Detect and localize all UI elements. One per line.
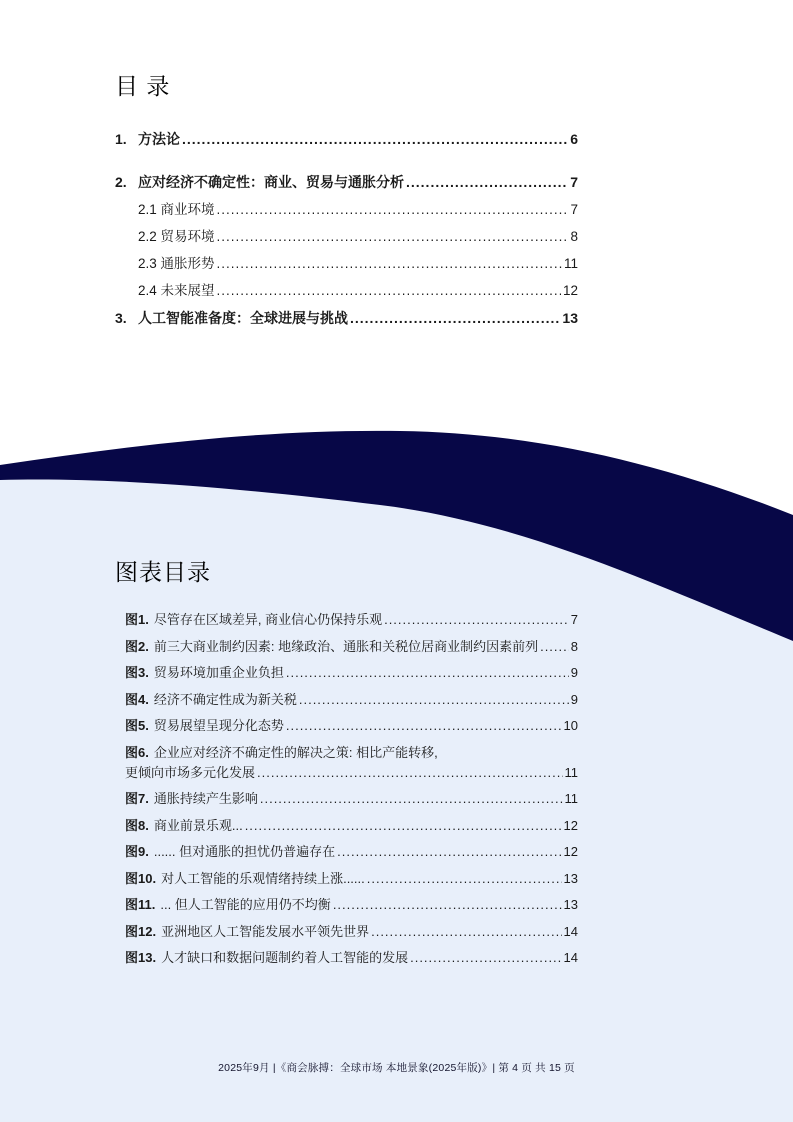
figure-number: 图11.	[125, 897, 156, 912]
figure-entry-5[interactable]	[125, 716, 578, 736]
dot-leader	[257, 763, 562, 783]
figure-number: 图1.	[125, 612, 149, 627]
figure-label: 贸易环境加重企业负担	[153, 665, 284, 680]
toc-entry-page: 6	[570, 131, 578, 147]
figure-page: 13	[563, 870, 578, 886]
dot-leader	[286, 663, 569, 683]
toc-entry-page: 13	[562, 310, 578, 326]
figure-label: ... 但人工智能的应用仍不均衡	[160, 897, 331, 912]
figure-label: 通胀持续产生影响	[153, 791, 258, 806]
toc-entry-label: 2.4 未来展望	[138, 283, 215, 298]
toc-entry-number: 3.	[115, 310, 127, 326]
figure-page: 14	[563, 950, 578, 965]
figure-entry-6[interactable]	[125, 743, 578, 783]
toc-entry-page: 11	[563, 256, 578, 271]
dot-leader	[540, 637, 569, 657]
figure-label: 商业前景乐观...	[153, 817, 243, 833]
dot-leader	[217, 201, 569, 219]
toc-entry-economic-uncertainty[interactable]	[115, 173, 578, 191]
dot-leader	[286, 716, 562, 736]
toc-entry-methodology[interactable]	[115, 130, 578, 148]
dot-leader	[245, 816, 562, 836]
figure-entry-6-line-2	[125, 763, 578, 783]
toc-entry-label: 方法论	[138, 131, 180, 147]
figure-number: 图3.	[125, 665, 149, 680]
figure-page: 9	[570, 691, 578, 707]
figure-label: 前三大商业制约因素: 地缘政治、通胀和关税位居商业制约因素前列	[153, 638, 539, 654]
toc-entry-page: 8	[570, 229, 578, 244]
figure-number: 图4.	[125, 691, 149, 707]
figure-label: 亚洲地区人工智能发展水平领先世界	[161, 923, 370, 939]
figure-label: 经济不确定性成为新关税	[153, 691, 297, 707]
toc-entry-label: 应对经济不确定性：商业、贸易与通胀分析	[138, 174, 404, 190]
toc-entry-label: 2.2 贸易环境	[138, 229, 215, 244]
toc-entry-page: 12	[562, 283, 578, 298]
figure-label: ...... 但对通胀的担忧仍普遍存在	[153, 844, 336, 859]
figure-page: 13	[563, 897, 578, 912]
toc-entry-label: 2.1 商业环境	[138, 202, 215, 217]
toc-list	[115, 130, 578, 327]
figure-label: 尽管存在区域差异, 商业信心仍保持乐观	[153, 612, 383, 627]
figure-number: 图8.	[125, 817, 149, 833]
figure-entry-10[interactable]	[125, 869, 578, 889]
page-footer: 2025年9月 |《商会脉搏：全球市场 本地景象(2025年版)》| 第 4 页 共 15 页	[218, 1062, 575, 1074]
figure-number: 图7.	[125, 791, 149, 806]
dot-leader	[260, 789, 563, 809]
figure-page: 14	[563, 923, 578, 939]
dot-leader	[333, 895, 562, 915]
figure-entry-4[interactable]	[125, 690, 578, 710]
dot-leader	[371, 922, 561, 942]
toc-entry-trade-environment[interactable]	[115, 228, 578, 246]
figure-entry-12[interactable]	[125, 922, 578, 942]
figure-entry-1[interactable]	[125, 610, 578, 630]
dot-leader	[350, 309, 560, 327]
toc-entry-inflation-situation[interactable]	[115, 255, 578, 273]
figure-label: 企业应对经济不确定性的解决之策: 相比产能转移,	[153, 744, 438, 760]
figure-page: 7	[570, 612, 578, 627]
dot-leader	[217, 282, 561, 300]
dot-leader	[182, 130, 568, 148]
figure-label: 贸易展望呈现分化态势	[153, 718, 284, 733]
figure-page: 12	[563, 844, 578, 859]
dot-leader	[217, 228, 569, 246]
toc-entry-ai-readiness[interactable]	[115, 309, 578, 327]
figure-entry-2[interactable]	[125, 637, 578, 657]
toc-entry-business-environment[interactable]	[115, 201, 578, 219]
figure-entry-8[interactable]	[125, 816, 578, 836]
toc-entry-label: 人工智能准备度：全球进展与挑战	[138, 310, 348, 326]
toc-entry-page: 7	[570, 174, 578, 190]
figure-entry-9[interactable]	[125, 842, 578, 862]
toc-title: 目 录	[115, 73, 171, 99]
figure-page: 8	[570, 638, 578, 654]
figure-entry-3[interactable]	[125, 663, 578, 683]
figure-label-continued: 更倾向市场多元化发展	[125, 764, 256, 780]
figure-number: 图5.	[125, 718, 149, 733]
figures-list	[115, 610, 578, 968]
dot-leader	[367, 869, 562, 889]
figure-number: 图6.	[125, 744, 149, 760]
dot-leader	[406, 173, 568, 191]
figure-label: 人才缺口和数据问题制约着人工智能的发展	[161, 950, 409, 965]
figure-entry-7[interactable]	[125, 789, 578, 809]
figure-entry-6-line-1	[125, 743, 578, 763]
figures-title: 图表目录	[115, 559, 211, 585]
toc-entry-label: 2.3 通胀形势	[138, 256, 215, 271]
dot-leader	[217, 255, 562, 273]
figure-number: 图12.	[125, 923, 157, 939]
dot-leader	[384, 610, 569, 630]
toc-section	[115, 72, 578, 327]
figure-number: 图10.	[125, 870, 157, 886]
toc-entry-number: 2.	[115, 174, 127, 190]
dot-leader	[410, 948, 561, 968]
figure-entry-11[interactable]	[125, 895, 578, 915]
figure-page: 11	[564, 764, 578, 780]
figure-label: 对人工智能的乐观情绪持续上涨......	[161, 870, 365, 886]
figure-entry-13[interactable]	[125, 948, 578, 968]
toc-entry-number: 1.	[115, 131, 127, 147]
figure-number: 图9.	[125, 844, 149, 859]
figure-number: 图2.	[125, 638, 149, 654]
figures-section	[115, 558, 578, 975]
figure-number: 图13.	[125, 950, 157, 965]
dot-leader	[299, 690, 569, 710]
dot-leader	[337, 842, 561, 862]
figure-page: 10	[563, 718, 578, 733]
figure-page: 12	[563, 817, 578, 833]
figure-page: 11	[564, 791, 578, 806]
toc-entry-page: 7	[570, 202, 578, 217]
toc-entry-future-outlook[interactable]	[115, 282, 578, 300]
figure-page: 9	[570, 665, 578, 680]
